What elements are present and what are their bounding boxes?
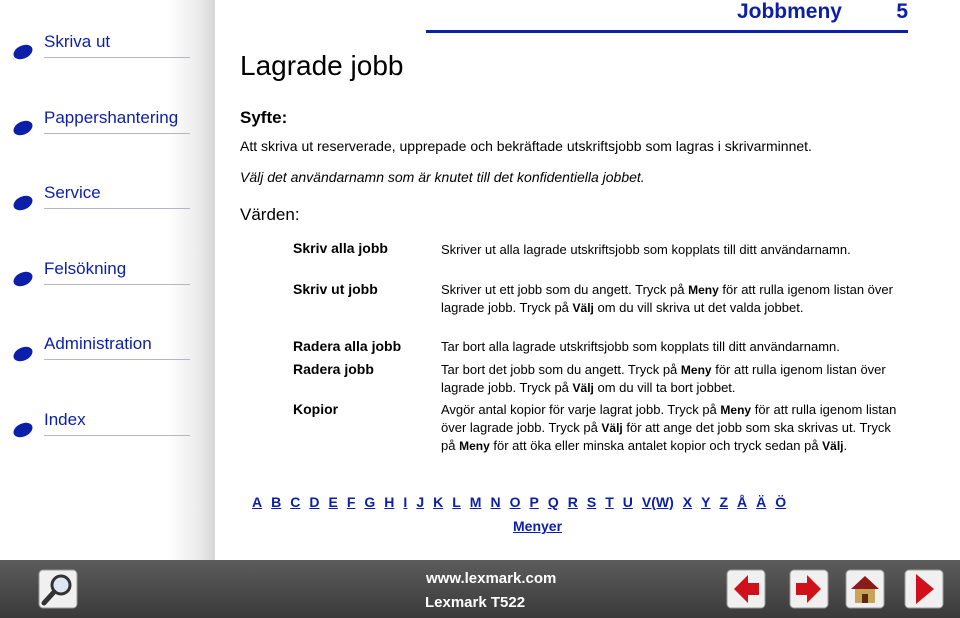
- alphabet-link[interactable]: G: [364, 494, 376, 510]
- value-desc: Tar bort alla lagrade utskriftsjobb som kopplats till ditt användarnamn.: [441, 339, 840, 354]
- footer: [0, 560, 960, 618]
- value-term: Kopior: [293, 401, 339, 417]
- nav-bullet-icon: [12, 346, 34, 362]
- key-name: Välj: [572, 381, 594, 395]
- desc-text: om du vill ta bort jobbet.: [593, 380, 736, 395]
- sidebar-item-felsokning[interactable]: [10, 253, 190, 293]
- sidebar-item-label: Skriva ut: [44, 32, 111, 51]
- alphabet-link[interactable]: C: [290, 494, 301, 510]
- sidebar-item-label: Felsökning: [44, 259, 127, 278]
- alphabet-link[interactable]: M: [469, 494, 482, 510]
- alphabet-index: [252, 494, 902, 510]
- desc-text: Tar bort det jobb som du angett. Tryck på: [441, 362, 681, 377]
- alphabet-link[interactable]: Å: [737, 494, 748, 510]
- varden-heading: Värden:: [240, 205, 300, 224]
- home-icon[interactable]: [845, 569, 885, 609]
- nav-bullet-icon: [12, 44, 34, 60]
- desc-text: för att ange det jobb som ska skrivas ut. Tryck på: [441, 420, 891, 453]
- desc-text: för att rulla igenom listan över lagrade jobb. Tryck på: [441, 282, 893, 315]
- desc-text: för att rulla igenom listan över lagrade jobb. Tryck på: [441, 362, 886, 395]
- page-number: 5: [896, 0, 908, 23]
- sidebar-item-label: Index: [44, 410, 86, 429]
- product-name: Lexmark T522: [425, 594, 526, 611]
- sidebar-item-service[interactable]: [10, 177, 190, 217]
- desc-text: Skriver ut ett jobb som du angett. Tryck på: [441, 282, 689, 297]
- back-arrow-icon[interactable]: [726, 569, 766, 609]
- header-title: Jobbmeny: [736, 0, 842, 23]
- alphabet-link[interactable]: U: [622, 494, 633, 510]
- alphabet-link[interactable]: A: [252, 494, 263, 510]
- page-title: Lagrade jobb: [240, 50, 404, 81]
- divider: [44, 359, 190, 360]
- value-desc: [441, 401, 901, 455]
- key-name: Meny: [459, 439, 490, 453]
- key-name: Välj: [601, 421, 623, 435]
- sidebar-item-label: Service: [44, 183, 101, 202]
- next-page-icon[interactable]: [904, 569, 944, 609]
- sidebar-item-index[interactable]: [10, 404, 190, 444]
- desc-text: .: [843, 438, 848, 453]
- sidebar: [0, 0, 215, 560]
- alphabet-link[interactable]: D: [309, 494, 320, 510]
- nav-bullet-icon: [12, 120, 34, 136]
- desc-text: Avgör antal kopior för varje lagrat jobb. Tryck på: [441, 402, 721, 417]
- divider: [44, 208, 190, 209]
- nav-bullet-icon: [12, 195, 34, 211]
- magnifier-icon[interactable]: [38, 569, 78, 609]
- alphabet-link[interactable]: Ö: [775, 494, 787, 510]
- key-name: Meny: [688, 283, 719, 297]
- key-name: Välj: [572, 301, 594, 315]
- syfte-heading: Syfte:: [240, 108, 288, 127]
- header-rule: [426, 30, 908, 33]
- alphabet-link[interactable]: R: [567, 494, 578, 510]
- syfte-text-2: Välj det användarnamn som är knutet till det konfidentiella jobbet.: [240, 169, 645, 185]
- alphabet-link[interactable]: F: [346, 494, 356, 510]
- alphabet-link[interactable]: S: [586, 494, 597, 510]
- alphabet-link[interactable]: H: [384, 494, 395, 510]
- alphabet-link[interactable]: Y: [701, 494, 711, 510]
- divider: [44, 57, 190, 58]
- alphabet-link[interactable]: V(W): [641, 494, 674, 510]
- alphabet-link[interactable]: Q: [547, 494, 559, 510]
- divider: [44, 435, 190, 436]
- key-name: Välj: [822, 439, 844, 453]
- desc-text: för att öka eller minska antalet kopior och tryck sedan på: [489, 438, 823, 453]
- key-name: Meny: [680, 363, 712, 377]
- key-name: Meny: [720, 403, 752, 417]
- alphabet-link[interactable]: I: [403, 494, 408, 510]
- nav-bullet-icon: [12, 271, 34, 287]
- alphabet-link[interactable]: P: [529, 494, 539, 510]
- alphabet-link[interactable]: O: [509, 494, 521, 510]
- sidebar-item-administration[interactable]: [10, 328, 190, 368]
- alphabet-link[interactable]: T: [605, 494, 614, 510]
- syfte-text: Att skriva ut reserverade, upprepade och bekräftade utskriftsjobb som lagras i skrivarminnet.: [240, 138, 812, 154]
- alphabet-link[interactable]: X: [682, 494, 693, 510]
- alphabet-link[interactable]: Z: [719, 494, 729, 510]
- value-term: Skriv alla jobb: [293, 240, 388, 256]
- value-desc: [441, 361, 901, 397]
- alphabet-link[interactable]: Ä: [756, 494, 767, 510]
- sidebar-item-skriva-ut[interactable]: [10, 26, 190, 66]
- sidebar-item-pappershantering[interactable]: [10, 102, 190, 142]
- menyer-link[interactable]: Menyer: [513, 518, 563, 534]
- desc-text: för att rulla igenom listan över lagrade jobb. Tryck på: [441, 402, 897, 435]
- alphabet-link[interactable]: L: [452, 494, 461, 510]
- forward-arrow-icon[interactable]: [789, 569, 829, 609]
- alphabet-link[interactable]: K: [433, 494, 444, 510]
- value-term: Radera jobb: [293, 361, 374, 377]
- alphabet-link[interactable]: E: [328, 494, 338, 510]
- lexmark-url[interactable]: www.lexmark.com: [426, 570, 557, 587]
- alphabet-link[interactable]: N: [490, 494, 501, 510]
- alphabet-link[interactable]: J: [416, 494, 425, 510]
- sidebar-item-label: Pappershantering: [44, 108, 179, 127]
- nav-bullet-icon: [12, 422, 34, 438]
- sidebar-item-label: Administration: [44, 334, 152, 353]
- value-desc: Skriver ut alla lagrade utskriftsjobb som kopplats till ditt användarnamn.: [441, 242, 851, 257]
- value-desc: [441, 281, 901, 317]
- desc-text: om du vill skriva ut det valda jobbet.: [593, 300, 804, 315]
- value-term: Radera alla jobb: [293, 338, 402, 354]
- divider: [44, 133, 190, 134]
- alphabet-link[interactable]: B: [271, 494, 282, 510]
- value-term: Skriv ut jobb: [293, 281, 378, 297]
- divider: [44, 284, 190, 285]
